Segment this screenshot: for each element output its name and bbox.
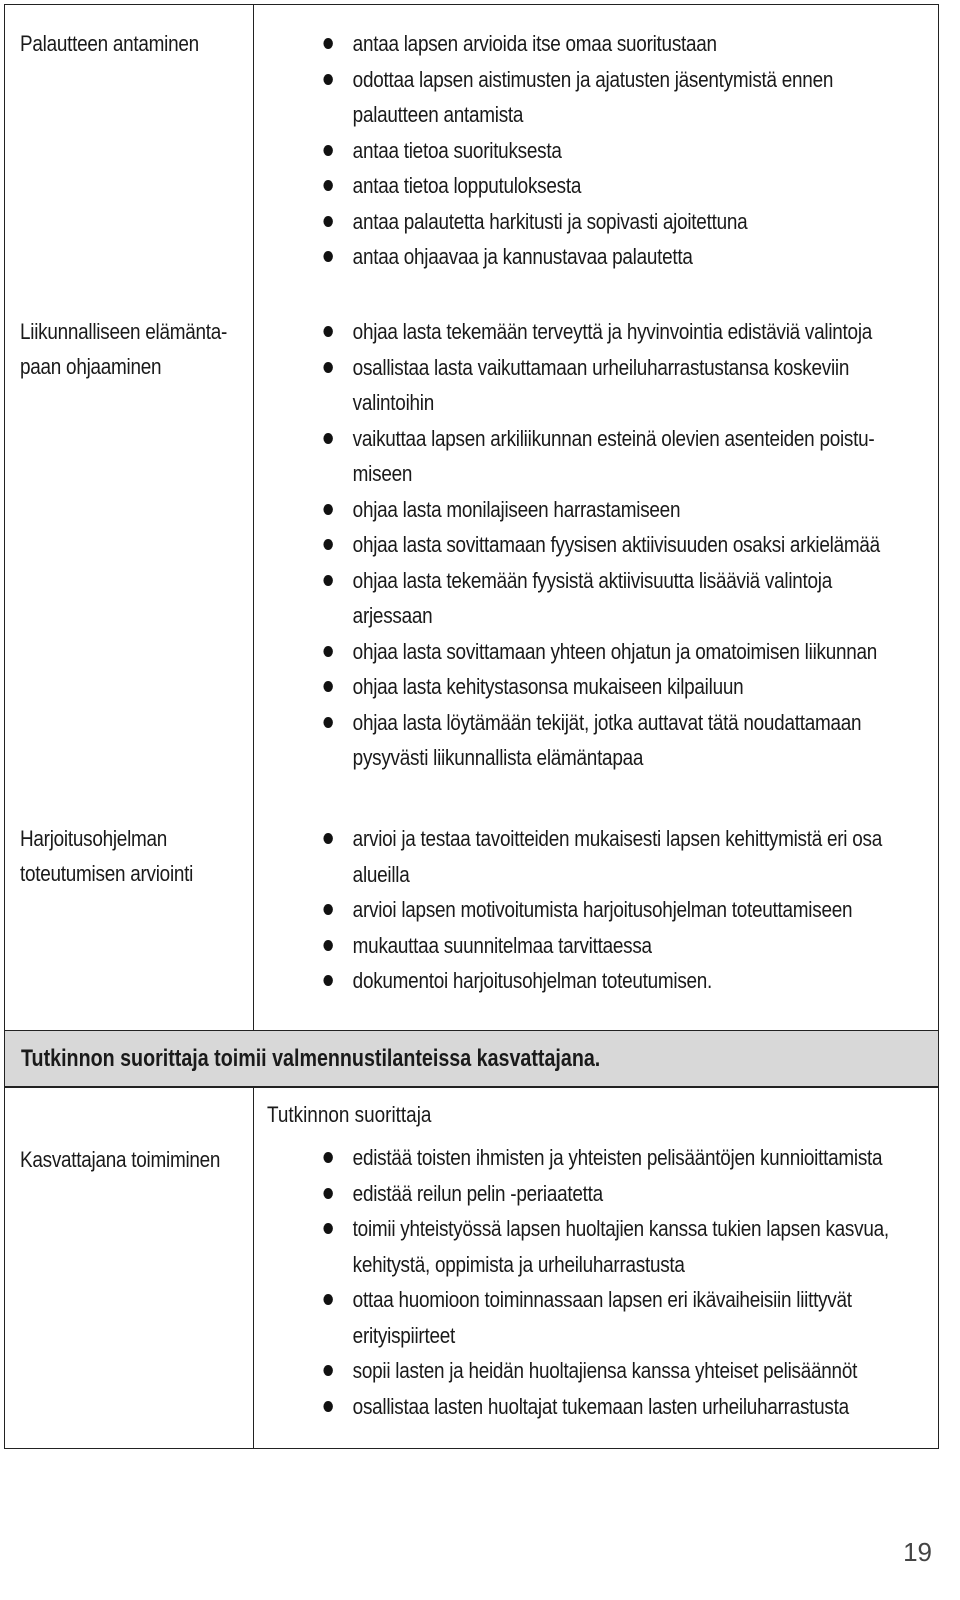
list-item: dokumentoi harjoitusohjelman toteutumisen. bbox=[320, 963, 912, 999]
list-item: ohjaa lasta sovittamaan fyysisen aktiivisuuden osaksi arkielämää bbox=[320, 527, 912, 563]
list-item: ohjaa lasta monilajiseen harrastamiseen bbox=[320, 492, 912, 528]
page-number: 19 bbox=[903, 1537, 932, 1567]
list-item: ohjaa lasta kehitystasonsa mukaiseen kilpailuun bbox=[320, 669, 912, 705]
upper-table-column-divider bbox=[253, 4, 254, 1031]
list-item: vaikuttaa lapsen arkiliikunnan esteinä olevien asenteiden poistu- miseen bbox=[320, 421, 912, 492]
section-label-palautteen-antaminen: Palautteen antaminen bbox=[20, 31, 199, 56]
list-item: osallistaa lasta vaikuttamaan urheiluharrastustansa koskeviin valintoihin bbox=[320, 350, 912, 421]
list-item: edistää reilun pelin -periaatetta bbox=[320, 1176, 912, 1212]
section-list-harjoitusohjelman-arviointi bbox=[320, 821, 960, 999]
list-item: ohjaa lasta sovittamaan yhteen ohjatun ja omatoimisen liikunnan bbox=[320, 634, 912, 670]
section-list-palautteen-antaminen bbox=[320, 26, 960, 275]
section-label-harjoitusohjelman-arviointi: Harjoitusohjelman toteutumisen arviointi bbox=[20, 826, 194, 886]
lower-table-column-divider bbox=[253, 1087, 254, 1449]
list-item: ohjaa lasta tekemään fyysistä aktiivisuutta lisääviä valintoja arjessaan bbox=[320, 563, 912, 634]
list-item: antaa tietoa lopputuloksesta bbox=[320, 168, 912, 204]
list-item: antaa palautetta harkitusti ja sopivasti ajoitettuna bbox=[320, 204, 912, 240]
band-heading-text: Tutkinnon suorittaja toimii valmennustilanteissa kasvattajana. bbox=[21, 1045, 601, 1072]
list-item: antaa ohjaavaa ja kannustavaa palautetta bbox=[320, 239, 912, 275]
column-heading-tutkinnon-suorittaja: Tutkinnon suorittaja bbox=[267, 1102, 432, 1127]
list-item: ohjaa lasta löytämään tekijät, jotka auttavat tätä noudattamaan pysyvästi liikunnallista elämäntapaa bbox=[320, 705, 912, 776]
list-item: antaa lapsen arvioida itse omaa suoritustaan bbox=[320, 26, 912, 62]
section-label-kasvattajana-toimiminen: Kasvattajana toimiminen bbox=[20, 1147, 221, 1172]
list-item: antaa tietoa suorituksesta bbox=[320, 133, 912, 169]
list-item: arvioi ja testaa tavoitteiden mukaisesti lapsen kehittymistä eri osa alueilla bbox=[320, 821, 912, 892]
section-label-liikunnalliseen-elamantapaan: Liikunnalliseen elämänta- paan ohjaaminen bbox=[20, 319, 228, 379]
list-item: ottaa huomioon toiminnassaan lapsen eri ikävaiheisiin liittyvät erityispiirteet bbox=[320, 1282, 912, 1353]
list-item: arvioi lapsen motivoitumista harjoitusohjelman toteuttamiseen bbox=[320, 892, 912, 928]
list-item: edistää toisten ihmisten ja yhteisten pelisääntöjen kunnioittamista bbox=[320, 1140, 912, 1176]
section-list-kasvattajana-toimiminen bbox=[320, 1140, 960, 1424]
list-item: toimii yhteistyössä lapsen huoltajien kanssa tukien lapsen kasvua, kehitystä, oppimista ja urheiluharrastusta bbox=[320, 1211, 912, 1282]
list-item: odottaa lapsen aistimusten ja ajatusten jäsentymistä ennen palautteen antamista bbox=[320, 62, 912, 133]
list-item: osallistaa lasten huoltajat tukemaan lasten urheiluharrastusta bbox=[320, 1389, 912, 1425]
list-item: mukauttaa suunnitelmaa tarvittaessa bbox=[320, 928, 912, 964]
section-list-liikunnalliseen-elamantapaan bbox=[320, 314, 960, 776]
list-item: sopii lasten ja heidän huoltajiensa kanssa yhteiset pelisäännöt bbox=[320, 1353, 912, 1389]
list-item: ohjaa lasta tekemään terveyttä ja hyvinvointia edistäviä valintoja bbox=[320, 314, 912, 350]
section-heading-band bbox=[4, 1030, 939, 1087]
